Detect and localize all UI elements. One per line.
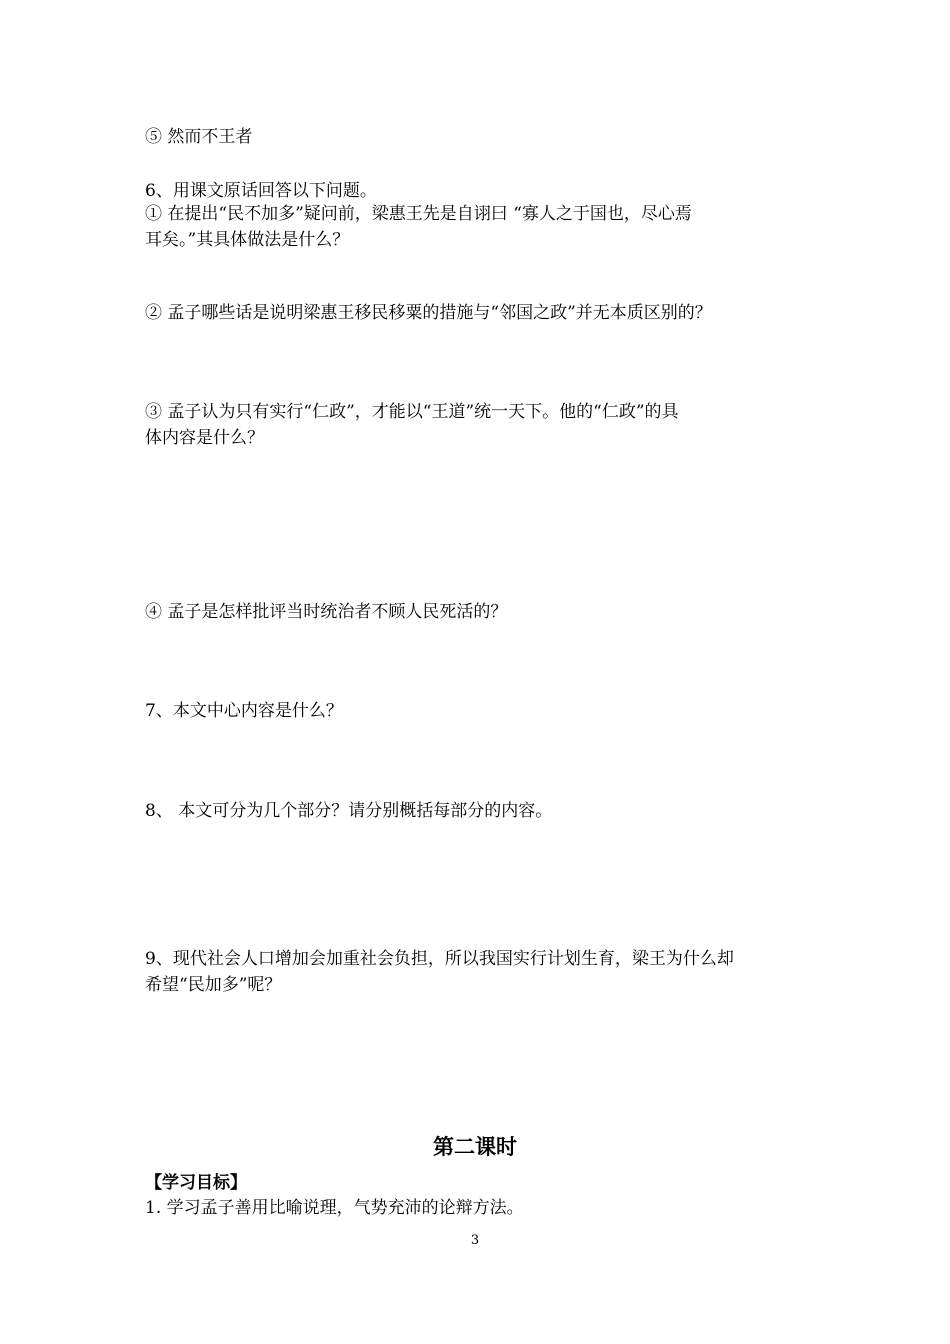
question-6-sub-2: ② 孟子哪些话是说明梁惠王移民移粟的措施与“邻国之政”并无本质区别的？ xyxy=(145,303,712,323)
learning-objective-1: 1. 学习孟子善用比喻说理，气势充沛的论辩方法。 xyxy=(145,1198,524,1218)
question-8: 8、 本文可分为几个部分？请分别概括每部分的内容。 xyxy=(145,801,553,821)
question-9-line-1: 9、现代社会人口增加会加重社会负担，所以我国实行计划生育，梁王为什么却 xyxy=(145,949,734,969)
question-9-line-2: 希望“民加多”呢？ xyxy=(145,975,282,995)
page-number: 3 xyxy=(470,1233,480,1248)
question-6-sub-1-line-1: ① 在提出“民不加多”疑问前，梁惠王先是自诩曰 “寡人之于国也，尽心焉 xyxy=(145,204,692,224)
learning-objectives-label: 【学习目标】 xyxy=(145,1173,247,1193)
question-5-item-5: ⑤ 然而不王者 xyxy=(145,127,253,147)
question-6-sub-1-line-2: 耳矣。”其具体做法是什么？ xyxy=(145,230,350,250)
question-7: 7、本文中心内容是什么？ xyxy=(145,701,343,721)
question-6-sub-3-line-2: 体内容是什么？ xyxy=(145,428,264,448)
question-6-sub-4: ④ 孟子是怎样批评当时统治者不顾人民死活的？ xyxy=(145,602,508,622)
question-6-sub-3-line-1: ③ 孟子认为只有实行“仁政”，才能以“王道”统一天下。他的“仁政”的具 xyxy=(145,402,679,422)
question-6-prompt: 6、用课文原话回答以下问题。 xyxy=(145,181,377,201)
section-heading: 第二课时 xyxy=(433,1135,517,1159)
